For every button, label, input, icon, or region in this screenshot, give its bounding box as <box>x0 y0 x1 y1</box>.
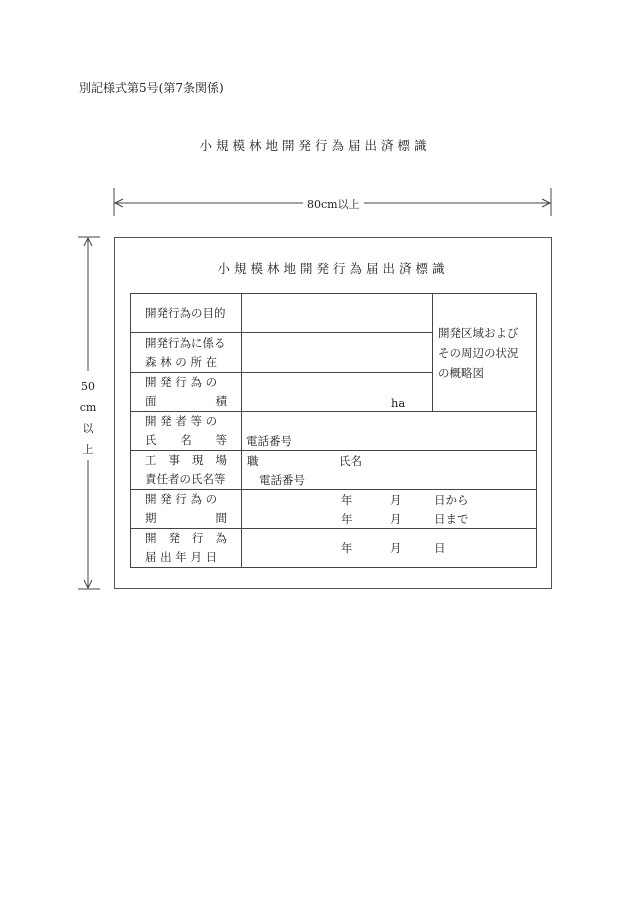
form-reference: 別記様式第5号(第7条関係) <box>79 81 224 95</box>
overview-map-label-line: の概略図 <box>438 365 484 380</box>
forest-location-label-line1: 開発行為に係る <box>145 335 226 350</box>
area-label-char: 積 <box>215 394 227 408</box>
overview-map-label-line: その周辺の状況 <box>438 345 519 360</box>
site-manager-label-char: 工 <box>145 453 157 467</box>
area-label-char: 面 <box>145 394 157 408</box>
height-label-part: cm <box>79 401 97 414</box>
site-manager-label-char: 事 <box>168 453 180 467</box>
width-label: 80cm以上 <box>303 196 364 212</box>
area-label-cell <box>131 373 242 412</box>
period-label-char: 間 <box>215 511 227 525</box>
area-unit: ha <box>391 396 406 410</box>
area-value-cell <box>242 373 433 412</box>
height-dimension <box>78 236 100 590</box>
table-row <box>131 529 537 568</box>
notification-year: 年 <box>341 541 353 555</box>
table-row <box>131 412 537 451</box>
notification-day: 日 <box>434 541 446 555</box>
forest-location-value-cell <box>242 333 433 373</box>
table-row <box>131 451 537 490</box>
purpose-label-cell <box>131 294 242 333</box>
notification-date-label-cell <box>131 529 242 568</box>
width-dimension <box>113 188 552 216</box>
table-row <box>131 294 537 333</box>
period-end-year: 年 <box>341 512 353 526</box>
forest-location-label-line2: 森 林 の 所 在 <box>145 354 218 369</box>
developer-phone-label: 電話番号 <box>246 434 292 448</box>
sign-form-table <box>130 293 537 568</box>
notification-date-label-char: 発 <box>168 531 180 545</box>
notification-date-label-line2: 届 出 年 月 日 <box>145 550 218 564</box>
height-label-part: 50 <box>81 380 95 393</box>
notification-date-label-char: 為 <box>215 531 227 545</box>
period-start-year: 年 <box>341 493 353 507</box>
site-manager-label-char: 場 <box>215 453 227 467</box>
site-manager-label-line2: 責任者の氏名等 <box>145 472 226 486</box>
period-end-day: 日まで <box>434 512 469 526</box>
developer-label-line1: 開 発 者 等 の <box>145 414 218 428</box>
sign-title: 小規模林地開発行為届出済標識 <box>217 261 449 276</box>
purpose-value-cell <box>242 294 433 333</box>
developer-label-char: 等 <box>215 433 227 447</box>
table-row <box>131 490 537 529</box>
overview-map-cell <box>433 294 537 412</box>
site-manager-label-char: 現 <box>192 453 204 467</box>
height-label-part: 上 <box>82 443 94 456</box>
site-manager-phone-label: 電話番号 <box>259 473 305 487</box>
period-start-day: 日から <box>434 493 469 507</box>
notification-date-value-cell <box>242 529 537 568</box>
developer-label-cell <box>131 412 242 451</box>
site-manager-title-label: 職 <box>247 454 259 468</box>
period-label-char: 期 <box>145 511 157 525</box>
developer-label-char: 氏 <box>145 433 157 447</box>
period-label-cell <box>131 490 242 529</box>
period-start-month: 月 <box>390 493 402 507</box>
height-label-part: 以 <box>82 422 94 435</box>
period-label-line1: 開 発 行 為 の <box>145 492 218 506</box>
notification-date-label-char: 行 <box>192 531 204 545</box>
developer-value-cell <box>242 412 537 451</box>
notification-date-label-char: 開 <box>145 531 157 545</box>
purpose-label: 開発行為の目的 <box>145 305 226 320</box>
forest-location-label-cell <box>131 333 242 373</box>
period-value-cell <box>242 490 537 529</box>
site-manager-name-label: 氏名 <box>339 454 362 468</box>
area-label-line1: 開 発 行 為 の <box>145 375 218 389</box>
overview-map-label-line: 開発区域および <box>438 325 519 340</box>
site-manager-label-cell <box>131 451 242 490</box>
site-manager-value-cell <box>242 451 537 490</box>
period-end-month: 月 <box>390 512 402 526</box>
developer-label-char: 名 <box>180 433 192 447</box>
document-title: 小規模林地開発行為届出済標識 <box>199 138 431 153</box>
notification-month: 月 <box>390 541 402 555</box>
